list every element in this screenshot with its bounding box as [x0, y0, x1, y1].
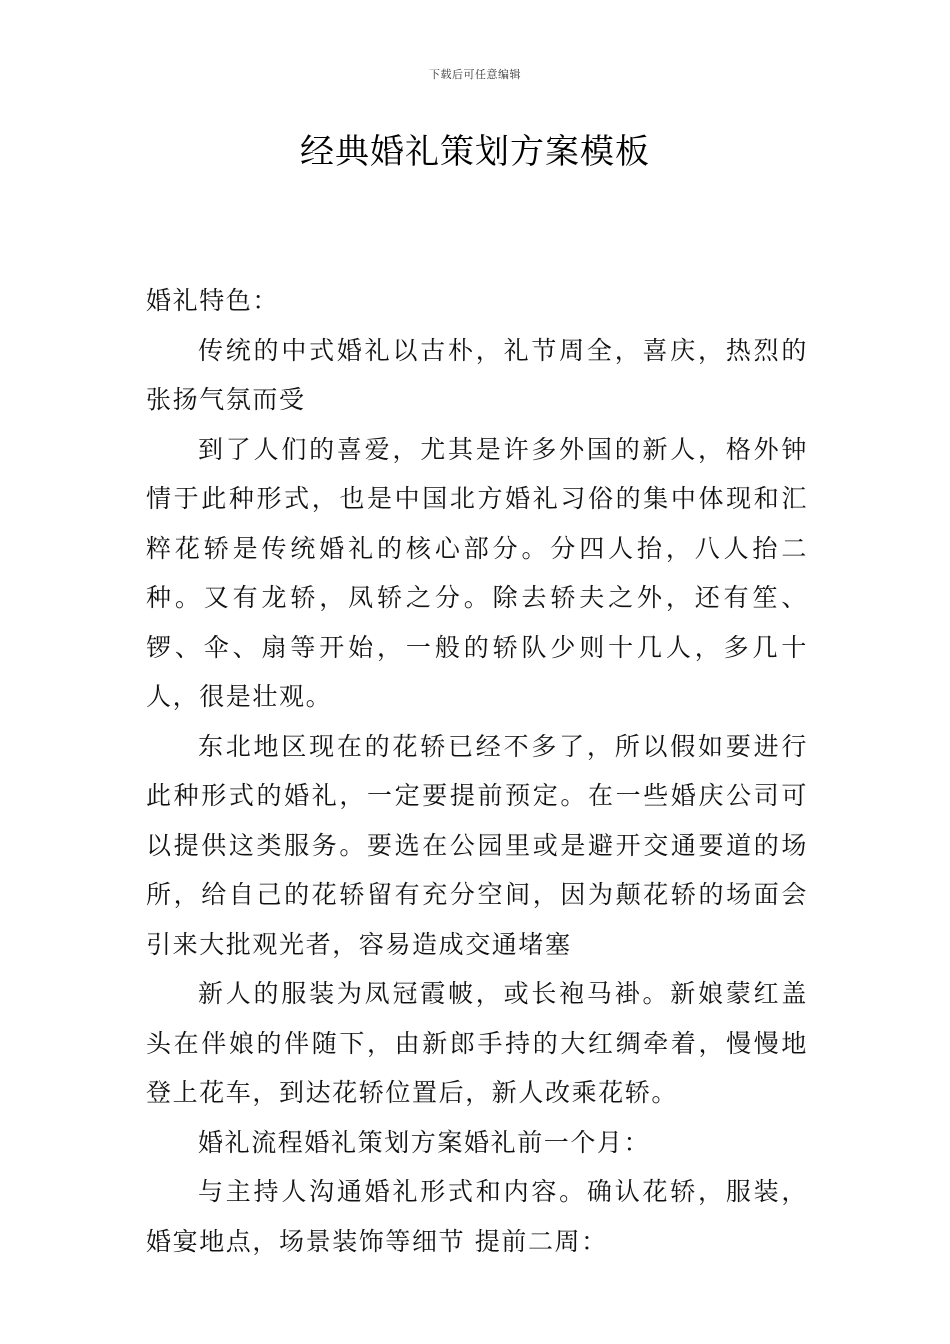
- paragraph: 婚礼流程婚礼策划方案婚礼前一个月：: [198, 1127, 651, 1157]
- paragraph: 与主持人沟通婚礼形式和内容。确认花轿，服装，婚宴地点，场景装饰等细节 提前二周：: [146, 1177, 808, 1256]
- header-note: 下载后可任意编辑: [429, 68, 521, 81]
- paragraph: 东北地区现在的花轿已经不多了，所以假如要进行此种形式的婚礼，一定要提前预定。在一些婚庆公司可以提供这类服务。要选在公园里或是避开交通要道的场所，给自己的花轿留有充分空间，因为颠花轿的场面会引来大批观光者，容易造成交通堵塞: [146, 731, 808, 959]
- section-heading: 婚礼特色：: [146, 286, 280, 315]
- paragraph: 新人的服装为凤冠霞帔，或长袍马褂。新娘蒙红盖头在伴娘的伴随下，由新郎手持的大红绸牵着，慢慢地登上花车，到达花轿位置后，新人改乘花轿。: [146, 979, 808, 1107]
- paragraph: 传统的中式婚礼以古朴，礼节周全，喜庆，热烈的张扬气氛而受: [146, 335, 808, 414]
- paragraph: 到了人们的喜爱，尤其是许多外国的新人，格外钟情于此种形式，也是中国北方婚礼习俗的集中体现和汇粹花轿是传统婚礼的核心部分。分四人抬，八人抬二种。又有龙轿，凤轿之分。除去轿夫之外，还有笙、锣、伞、扇等开始，一般的轿队少则十几人，多几十人，很是壮观。: [146, 434, 808, 711]
- document-title: 经典婚礼策划方案模板: [300, 132, 650, 172]
- document-body: [146, 276, 808, 1266]
